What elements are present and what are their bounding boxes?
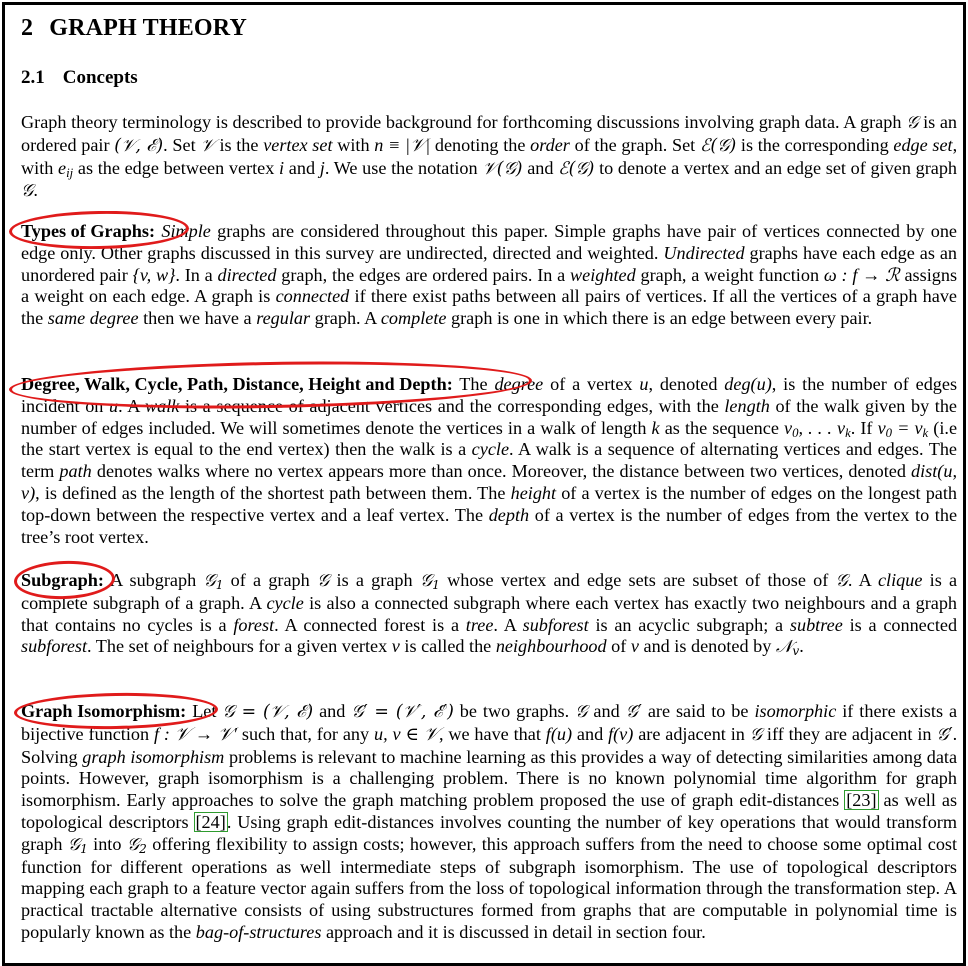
graph-isomorphism-paragraph: Graph Isomorphism: Let 𝒢 = (𝒱, ℰ) and 𝒢′ = (𝒱′, ℰ′) be two graphs. 𝒢 and 𝒢′ are said to be isomorphic if there exists a bijective function f : 𝒱 → 𝒱′ such that, for any u, v ∈ 𝒱, we have that f(u) and f(v) are adjacent in 𝒢 iff they are adjacent in 𝒢′. Solving graph isomorphism problems is relevant to machine learning as this provides a way of detecting similarities among data points. However, graph isomorphism is a challenging problem. There is no known polynomial time algorithm for graph isomorphism. Early approaches to solve the graph matching problem proposed the use of graph edit-distances [23] as well as topological descriptors [24]. Using graph edit-distances involves counting the number of key operations that would transform graph 𝒢$_1$ into 𝒢$_2$ offering flexibility to assign costs; however, this approach suffers from the need to choose some optimal cost function for different operations as well intermediate steps of subgraph isomorphism. The use of topological descriptors mapping each graph to a feature vector again suffers from the loss of topological information through the transformation step. A practical tractable alternative consists of using substructures formed from graphs that are computable in polynomial time is popularly known as the bag-of-structures approach and it is discussed in detail in section four. <box>21 701 958 942</box>
graph-isomorphism-lead: Graph Isomorphism: <box>21 701 187 721</box>
section-heading <box>21 15 247 42</box>
citation-24-link[interactable]: [24] <box>195 811 226 832</box>
subsection-heading <box>21 67 138 89</box>
degree-walk-lead: Degree, Walk, Cycle, Path, Distance, Height and Depth: <box>21 374 453 394</box>
types-of-graphs-paragraph: Types of Graphs: Simple graphs are considered throughout this paper. Simple graphs have pair of vertices connected by one edge only. Other graphs discussed in this survey are undirected, directed and weighted. Undirected graphs have each edge as an unordered pair {v, w}. In a directed graph, the edges are ordered pairs. In a weighted graph, a weight function ω : f → ℛ assigns a weight on each edge. A graph is connected if there exist paths between all pairs of vertices. If all the vertices of a graph have the same degree then we have a regular graph. A complete graph is one in which there is an edge between every pair. <box>21 221 958 329</box>
paper-page <box>2 2 966 966</box>
subsection-title: Concepts <box>62 67 138 88</box>
degree-walk-paragraph: Degree, Walk, Cycle, Path, Distance, Height and Depth: The degree of a vertex u, denoted deg(u), is the number of edges incident on u. A walk is a sequence of adjacent vertices and the corresponding edges, with the length of the walk given by the number of edges included. We will sometimes denote the vertices in a walk of length k as the sequence $v_0$, . . . $v_k$. If $v_0 = v_k$ (i.e the start vertex is equal to the end vertex) then the walk is a cycle. A walk is a sequence of alternating vertices and edges. The term path denotes walks where no vertex appears more than once. Moreover, the distance between two vertices, denoted dist(u, v), is defined as the length of the shortest path between them. The height of a vertex is the number of edges on the longest path top-down between the respective vertex and a leaf vertex. The depth of a vertex is the number of edges from the vertex to the tree’s root vertex. <box>21 374 958 547</box>
subgraph-paragraph: Subgraph: A subgraph 𝒢$_1$ of a graph 𝒢 is a graph 𝒢$_1$ whose vertex and edge sets are subset of those of 𝒢. A clique is a complete subgraph of a graph. A cycle is also a connected subgraph where each vertex has exactly two neighbours and a graph that contains no cycles is a forest. A connected forest is a tree. A subforest is an acyclic subgraph; a subtree is a connected subforest. The set of neighbours for a given vertex v is called the neighbourhood of v and is denoted by 𝒩$_v$. <box>21 570 958 659</box>
section-title: GRAPH THEORY <box>49 15 248 41</box>
subgraph-lead: Subgraph: <box>21 570 104 590</box>
section-number: 2 <box>21 15 34 41</box>
types-of-graphs-lead: Types of Graphs: <box>21 221 156 241</box>
subsection-number: 2.1 <box>21 67 45 88</box>
intro-paragraph: Graph theory terminology is described to provide background for forthcoming discussions involving graph data. A graph 𝒢 is an ordered pair (𝒱, ℰ). Set 𝒱 is the vertex set with n ≡ |𝒱| denoting the order of the graph. Set ℰ(𝒢) is the corresponding edge set, with $e_{ij}$ as the edge between vertex i and j. We use the notation 𝒱(𝒢) and ℰ(𝒢) to denote a vertex and an edge set of given graph 𝒢. <box>21 112 958 202</box>
citation-23-link[interactable]: [23] <box>846 790 877 811</box>
